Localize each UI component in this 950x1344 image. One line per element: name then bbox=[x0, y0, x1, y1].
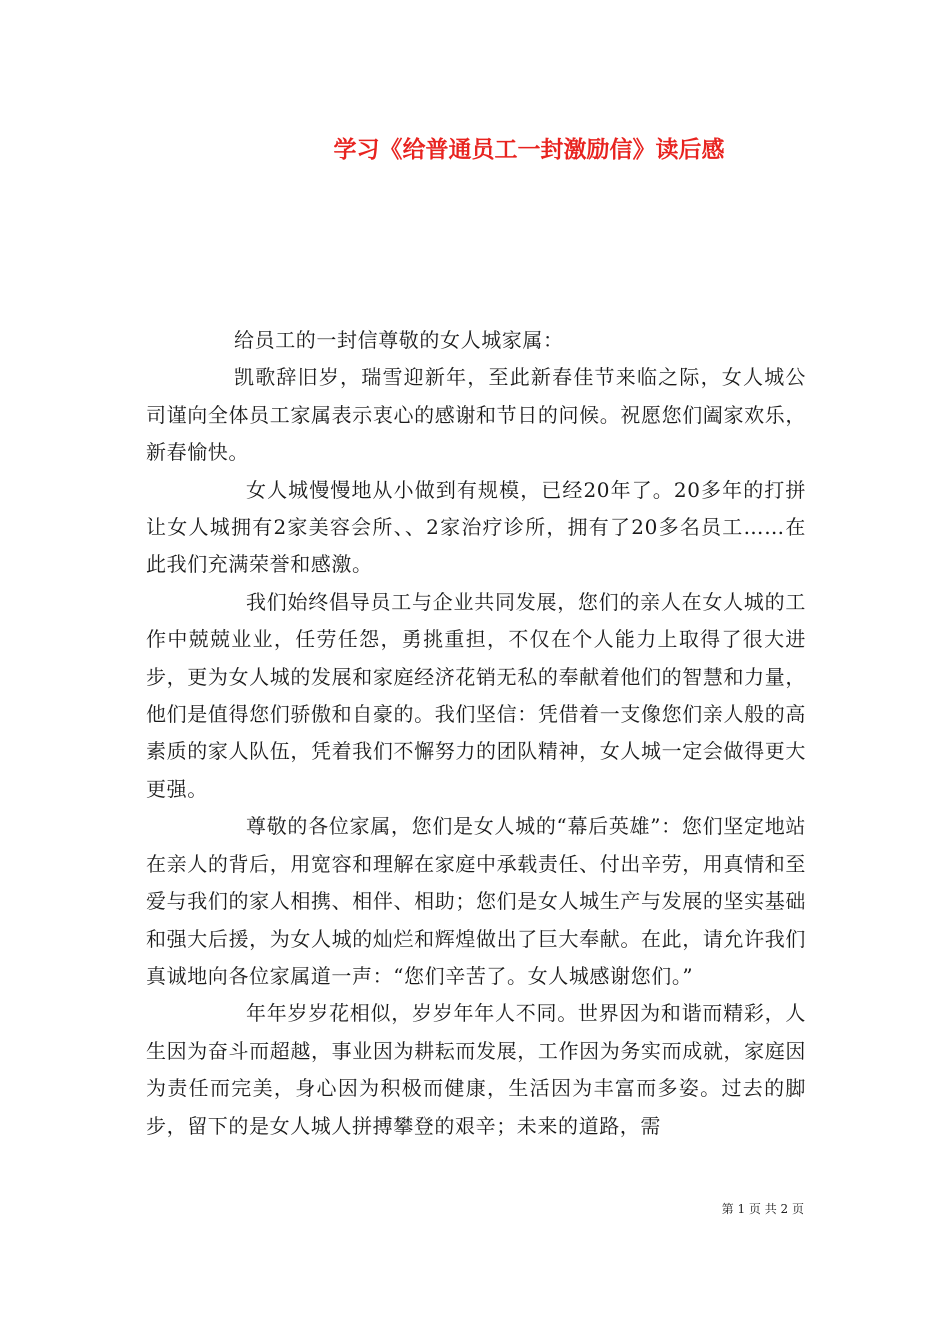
body-paragraph: 我们始终倡导员工与企业共同发展，您们的亲人在女人城的工作中兢兢业业，任劳任怨，勇挑重担，不仅在个人能力上取得了很大进步，更为女人城的发展和家庭经济花销无私的奉献着他们的智慧和力量，他们是值得您们骄傲和自豪的。我们坚信：凭借着一支像您们亲人般的高素质的家人队伍，凭着我们不懈努力的团队精神，女人城一定会做得更大更强。 bbox=[146, 589, 806, 801]
body-paragraph: 凯歌辞旧岁，瑞雪迎新年，至此新春佳节来临之际，女人城公司谨向全体员工家属表示衷心的感谢和节日的问候。祝愿您们阖家欢乐，新春愉快。 bbox=[146, 365, 806, 465]
document-body bbox=[146, 322, 806, 1145]
page-number-footer: 第 1 页 共 2 页 bbox=[721, 1202, 804, 1216]
salutation-paragraph: 给员工的一封信尊敬的女人城家属： bbox=[234, 328, 564, 352]
body-paragraph: 尊敬的各位家属，您们是女人城的“幕后英雄”：您们坚定地站在亲人的背后，用宽容和理解在家庭中承载责任、付出辛劳，用真情和至爱与我们的家人相携、相伴、相助；您们是女人城生产与发展的坚实基础和强大后援，为女人城的灿烂和辉煌做出了巨大奉献。在此，请允许我们真诚地向各位家属道一声：“您们辛苦了。女人城感谢您们。” bbox=[146, 814, 806, 988]
body-paragraph: 女人城慢慢地从小做到有规模，已经20年了。20多年的打拼让女人城拥有2家美容会所、、2家治疗诊所，拥有了20多名员工……在此我们充满荣誉和感激。 bbox=[146, 477, 806, 577]
body-paragraph: 年年岁岁花相似，岁岁年年人不同。世界因为和谐而精彩，人生因为奋斗而超越，事业因为耕耘而发展，工作因为务实而成就，家庭因为责任而完美，身心因为积极而健康，生活因为丰富而多姿。过去的脚步，留下的是女人城人拼搏攀登的艰辛；未来的道路，需 bbox=[146, 1001, 806, 1138]
document-title: 学习《给普通员工一封激励信》读后感 bbox=[333, 136, 725, 163]
